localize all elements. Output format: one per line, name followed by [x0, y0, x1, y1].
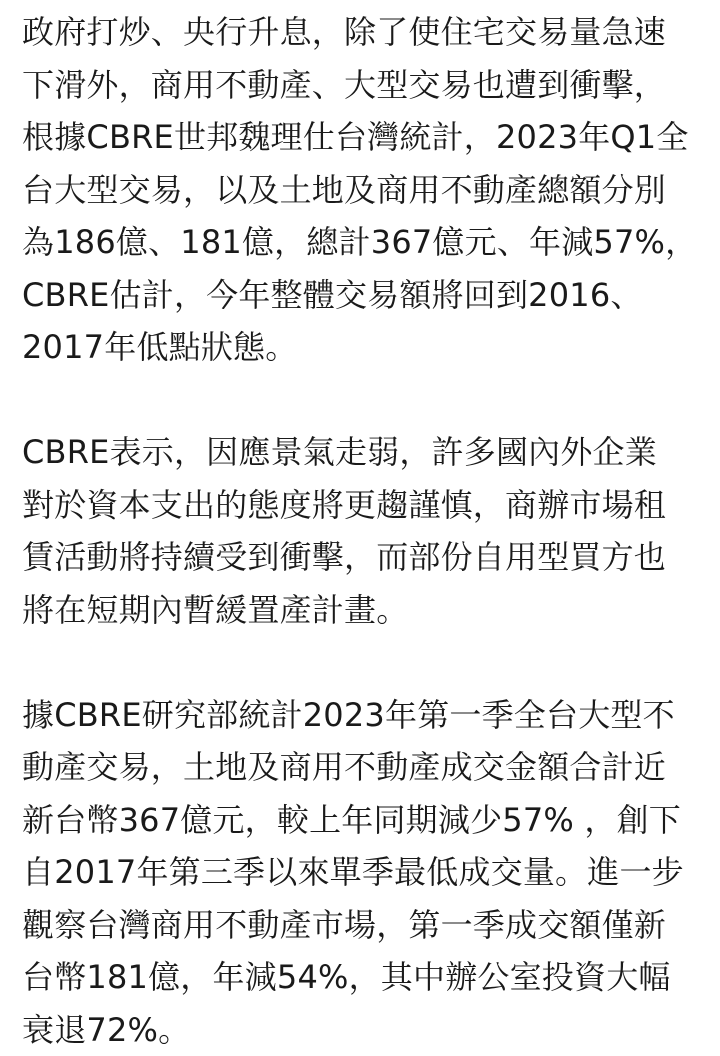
text-line: CBRE估計，今年整體交易額將回到2016、: [22, 269, 698, 322]
text-line: 2017年低點狀態。: [22, 321, 698, 374]
text-line: 下滑外，商用不動產、大型交易也遭到衝擊，: [22, 59, 698, 112]
text-line: 賃活動將持續受到衝擊，而部份自用型買方也: [22, 531, 698, 584]
text-line: 新台幣367億元，較上年同期減少57% ，創下: [22, 794, 698, 847]
text-line: 衰退72%。: [22, 1004, 698, 1056]
text-line: 根據CBRE世邦魏理仕台灣統計，2023年Q1全: [22, 111, 698, 164]
text-line: 據CBRE研究部統計2023年第一季全台大型不: [22, 689, 698, 742]
paragraph-spacer: [22, 374, 698, 427]
text-line: 為186億、181億，總計367億元、年減57%，: [22, 216, 698, 269]
paragraph-spacer: [22, 636, 698, 689]
text-line: 將在短期內暫緩置產計畫。: [22, 584, 698, 637]
text-line: 台幣181億，年減54%，其中辦公室投資大幅: [22, 951, 698, 1004]
paragraph-1: [22, 6, 698, 374]
text-line: 動產交易，土地及商用不動產成交金額合計近: [22, 741, 698, 794]
text-line: 台大型交易，以及土地及商用不動產總額分別: [22, 164, 698, 217]
paragraph-2: [22, 426, 698, 636]
text-line: CBRE表示，因應景氣走弱，許多國內外企業: [22, 426, 698, 479]
paragraph-3: [22, 689, 698, 1056]
text-line: 對於資本支出的態度將更趨謹慎，商辦市場租: [22, 479, 698, 532]
text-line: 觀察台灣商用不動產市場，第一季成交額僅新: [22, 899, 698, 952]
text-line: 自2017年第三季以來單季最低成交量。進一步: [22, 846, 698, 899]
text-line: 政府打炒、央行升息，除了使住宅交易量急速: [22, 6, 698, 59]
